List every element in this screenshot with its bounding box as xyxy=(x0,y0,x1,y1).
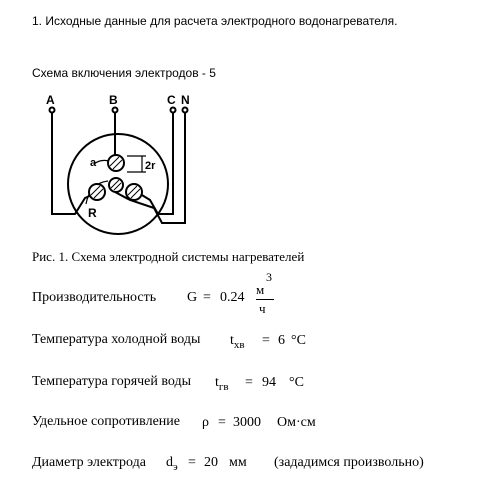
hot-temp-symbol: $t_{гв}$ xyxy=(215,375,229,393)
productivity-unit-denominator: ч xyxy=(259,301,266,316)
productivity-value: 0.24 xyxy=(220,290,245,305)
label-c: C xyxy=(167,93,176,107)
hot-temp-subscript: гв xyxy=(218,381,229,393)
label-R: R xyxy=(88,206,97,220)
label-2r: 2r xyxy=(145,160,156,172)
document-heading: 1. Исходные данные для расчета электродного водонагревателя. xyxy=(32,14,398,28)
productivity-unit-numerator: м xyxy=(256,282,265,297)
productivity-eq: = xyxy=(203,290,211,305)
scheme-title: Схема включения электродов - 5 xyxy=(32,66,216,80)
diameter-note: (зададимся произвольно) xyxy=(274,455,424,470)
resistivity-label: Удельное сопротивление xyxy=(32,414,180,429)
label-a: A xyxy=(46,93,55,107)
terminal-c xyxy=(171,108,176,113)
cold-temp-unit: °C xyxy=(291,333,306,348)
diameter-label: Диаметр электрода xyxy=(32,455,146,470)
resistivity-eq: = xyxy=(218,415,226,430)
hot-temp-label: Температура горячей воды xyxy=(32,374,192,389)
cold-temp-symbol: $t_{хв}$ xyxy=(230,333,245,351)
resistivity-value: 3000 xyxy=(233,415,261,430)
diameter-eq: = xyxy=(188,455,196,470)
figure-caption: Рис. 1. Схема электродной системы нагревателей xyxy=(32,249,305,264)
hot-temp-value: 94 xyxy=(262,375,276,390)
hot-temp-eq: = xyxy=(245,375,253,390)
productivity-label: Производительность xyxy=(32,290,157,305)
cold-temp-label: Температура холодной воды xyxy=(32,332,201,347)
resistivity-symbol: ρ xyxy=(202,415,209,430)
diameter-value: 20 xyxy=(204,455,218,470)
resistivity-unit: Ом·см xyxy=(277,415,316,430)
electrode-diagram xyxy=(30,88,230,238)
productivity-unit-exponent: 3 xyxy=(266,270,272,284)
cold-temp-eq: = xyxy=(262,333,270,348)
diameter-subscript: э xyxy=(173,461,178,473)
productivity-symbol: G xyxy=(187,290,198,305)
electrode-right xyxy=(126,184,142,200)
label-b: B xyxy=(109,93,118,107)
terminal-a xyxy=(50,108,55,113)
diameter-unit: мм xyxy=(229,455,247,470)
diameter-symbol: $d_э$ xyxy=(166,455,178,473)
cold-temp-subscript: хв xyxy=(233,339,245,351)
fraction-bar xyxy=(256,299,274,300)
electrode-top xyxy=(108,155,124,171)
electrode-center xyxy=(109,178,123,192)
label-n: N xyxy=(181,93,190,107)
terminal-b xyxy=(113,108,118,113)
cold-temp-value: 6 xyxy=(278,333,285,348)
electrode-left xyxy=(89,184,105,200)
hot-temp-unit: °C xyxy=(289,375,304,390)
label-a-small: a xyxy=(90,157,97,169)
terminal-n xyxy=(183,108,188,113)
